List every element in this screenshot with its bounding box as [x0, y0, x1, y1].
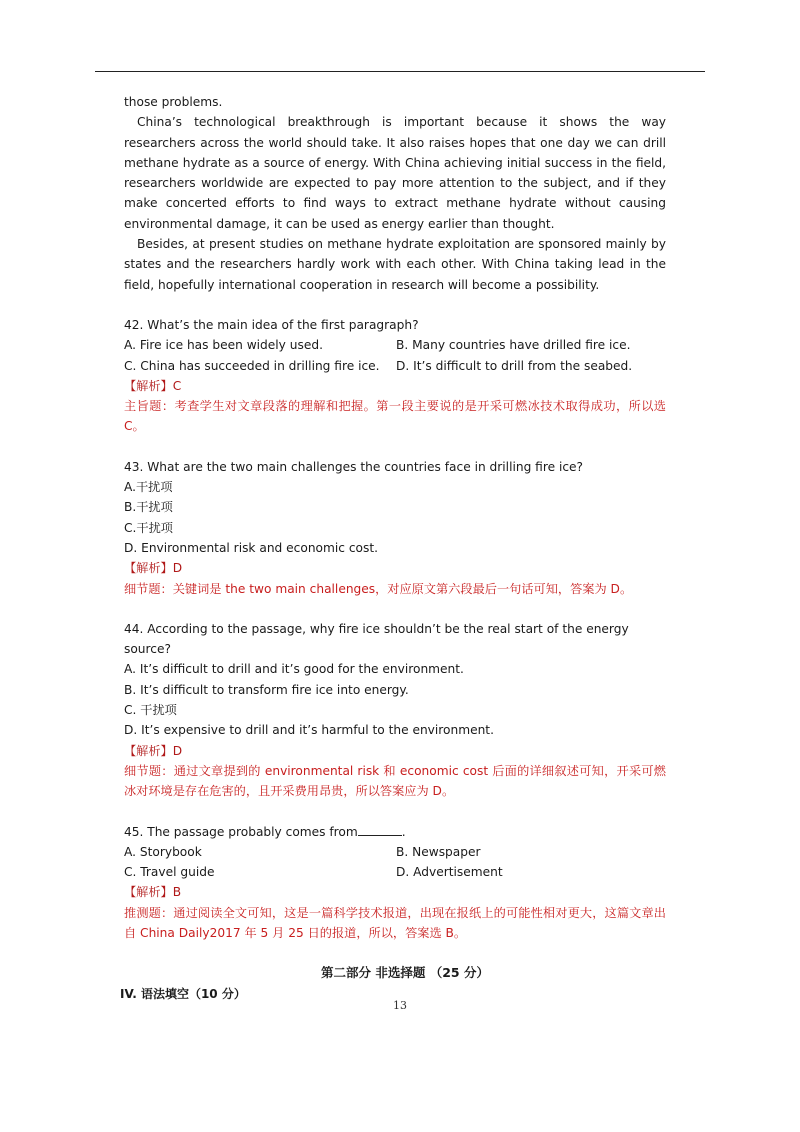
- section-title: 第二部分 非选择题 （25 分）: [321, 965, 489, 981]
- option-c: C.干扰项: [124, 520, 173, 535]
- option-d: D. Advertisement: [396, 865, 503, 880]
- question-44: [124, 619, 666, 802]
- question-stem: [124, 822, 666, 842]
- passage-paragraph-1: China’s technological breakthrough is important because it shows the way researchers across the world should take. It also raises hopes that one day we can drill methane hydrate as a source of energy. With China achieving initial success in the field, researchers worldwide are expected to pay more attention to the subject, and if they make concerted efforts to find ways to extract methane hydrate without causing environmental damage, it can be used as energy earlier than thought.: [124, 115, 666, 231]
- question-stem-end: .: [401, 824, 406, 839]
- question-stem: 43. What are the two main challenges the countries face in drilling fire ice?: [124, 459, 584, 474]
- option-b: B. Newspaper: [396, 844, 481, 859]
- option-a: A. Storybook: [124, 844, 202, 859]
- page-content: [120, 92, 666, 1004]
- answer-explanation: 细节题：关键词是 the two main challenges，对应原文第六段最后一句话可知，答案为 D。: [124, 581, 633, 596]
- question-42: [124, 315, 666, 437]
- passage-paragraph-0: those problems.: [124, 95, 223, 109]
- option-a: A. Fire ice has been widely used.: [124, 338, 323, 353]
- question-stem-text: 45. The passage probably comes from: [124, 824, 358, 839]
- option-b: B. It’s difficult to transform fire ice into energy.: [124, 682, 409, 697]
- answer-explanation: 推测题：通过阅读全文可知，这是一篇科学技术报道，出现在报纸上的可能性相对更大，这篇文章出自 China Daily2017 年 5 月 25 日的报道，所以，答案选 B。: [124, 905, 666, 940]
- question-43: [124, 457, 666, 599]
- option-c: C. China has succeeded in drilling fire ice.: [124, 358, 380, 373]
- answer-explanation: 细节题：通过文章提到的 environmental risk 和 economic cost 后面的详细叙述可知，开采可燃冰对环境是存在危害的，且开采费用昂贵，所以答案应为 D。: [124, 763, 666, 799]
- answer-explanation: 主旨题：考查学生对文章段落的理解和把握。第一段主要说的是开采可燃冰技术取得成功，所以选 C。: [124, 399, 666, 434]
- option-b: B.干扰项: [124, 500, 173, 515]
- option-a: A. It’s difficult to drill and it’s good for the environment.: [124, 662, 464, 677]
- passage-paragraph-2: Besides, at present studies on methane hydrate exploitation are sponsored mainly by states and the researchers hardly work with each other. With China taking lead in the field, hopefully international cooperation in research will become a possibility.: [124, 237, 666, 292]
- option-c: C. Travel guide: [124, 865, 215, 880]
- subsection-title: IV. 语法填空（10 分）: [120, 986, 246, 1001]
- answer-label: 【解析】D: [124, 743, 183, 758]
- answer-label: 【解析】B: [124, 885, 182, 900]
- page-number: 13: [393, 999, 407, 1012]
- answer-blank: [358, 823, 402, 836]
- answer-label: 【解析】D: [124, 561, 183, 576]
- question-stem: 44. According to the passage, why fire ice shouldn’t be the real start of the energy source?: [124, 621, 629, 657]
- question-stem: 42. What’s the main idea of the first paragraph?: [124, 317, 419, 332]
- question-45: [124, 822, 666, 944]
- answer-label: 【解析】C: [124, 378, 182, 393]
- header-rule: [95, 71, 705, 72]
- option-b: B. Many countries have drilled fire ice.: [396, 338, 631, 353]
- option-d: D. It’s difficult to drill from the seabed.: [396, 358, 633, 373]
- option-a: A.干扰项: [124, 480, 173, 495]
- option-d: D. Environmental risk and economic cost.: [124, 540, 378, 555]
- option-d: D. It’s expensive to drill and it’s harmful to the environment.: [124, 723, 494, 738]
- option-c: C. 干扰项: [124, 703, 177, 718]
